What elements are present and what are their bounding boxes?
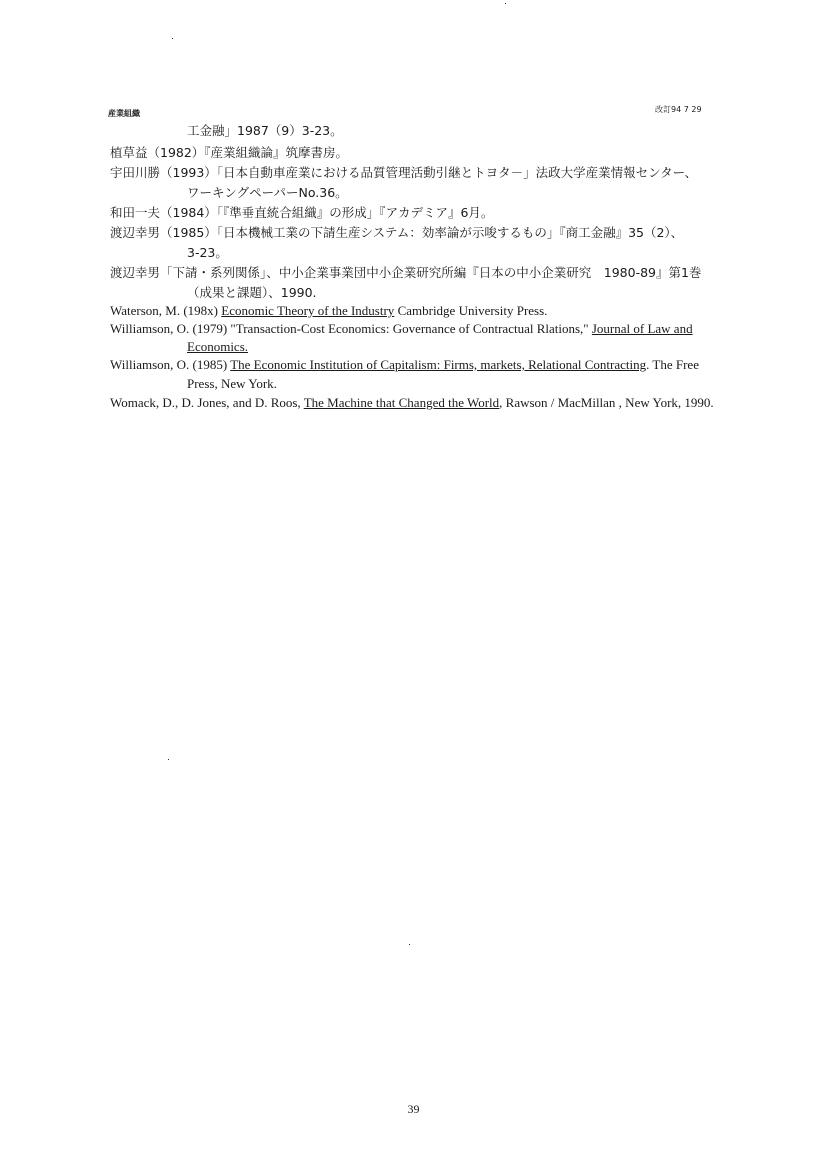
reference-entry bbox=[110, 357, 780, 373]
reference-publisher: , Rawson / MacMillan , New York, 1990. bbox=[499, 395, 714, 410]
scan-speck bbox=[168, 759, 169, 760]
reference-continuation: 工金融」1987（9）3-23。 bbox=[187, 123, 343, 138]
reference-entry: 宇田川勝（1993）「日本自動車産業における品質管理活動引継とトヨタ－」法政大学産業情報センター、 bbox=[110, 165, 698, 180]
reference-authors: Waterson, M. (198x) bbox=[110, 303, 222, 318]
reference-entry: 植草益（1982）『産業組織論』筑摩書房。 bbox=[110, 145, 349, 160]
reference-authors: Williamson, O. (1985) bbox=[110, 357, 231, 372]
reference-continuation: （成果と課題）、1990. bbox=[187, 285, 317, 300]
reference-continuation: 3-23。 bbox=[187, 245, 228, 260]
reference-title: Economic Theory of the Industry bbox=[221, 303, 395, 318]
reference-authors: Williamson, O. (1979) "Transaction-Cost Economics: Governance of Contractual Rlations," bbox=[110, 321, 592, 336]
reference-entry: 渡辺幸男（1985）「日本機械工業の下請生産システム：効率論が示唆するもの」『商工金融』35（2）、 bbox=[110, 225, 684, 240]
reference-continuation: Press, New York. bbox=[187, 376, 277, 391]
reference-continuation bbox=[187, 339, 827, 355]
reference-publisher: Cambridge University Press. bbox=[394, 303, 548, 318]
scan-speck bbox=[505, 3, 506, 4]
reference-entry: 渡辺幸男「下請・系列関係」、中小企業事業団中小企業研究所編『日本の中小企業研究 1980-89』第1巻 bbox=[110, 265, 702, 280]
scan-speck bbox=[409, 944, 410, 945]
revision-date: 改訂94 7 29 bbox=[655, 105, 702, 114]
reference-entry bbox=[110, 303, 780, 319]
reference-authors: Womack, D., D. Jones, and D. Roos, bbox=[110, 395, 304, 410]
reference-journal: Economics. bbox=[187, 339, 249, 354]
scan-speck bbox=[172, 38, 173, 39]
page-number: 39 bbox=[407, 1102, 420, 1116]
reference-entry bbox=[110, 321, 780, 337]
reference-journal: Journal of Law and bbox=[591, 321, 693, 336]
reference-entry: 和田一夫（1984）「『準垂直統合組織』の形成」『アカデミア』6月。 bbox=[110, 205, 494, 220]
running-header-left: 産業組織 bbox=[108, 109, 140, 118]
reference-title: The Machine that Changed the World bbox=[303, 395, 500, 410]
reference-entry bbox=[110, 395, 780, 411]
reference-continuation: ワーキングペーパーNo.36。 bbox=[187, 185, 348, 200]
reference-title: The Economic Institution of Capitalism: Firms, markets, Relational Contracting bbox=[230, 357, 647, 372]
reference-publisher: . The Free bbox=[646, 357, 699, 372]
